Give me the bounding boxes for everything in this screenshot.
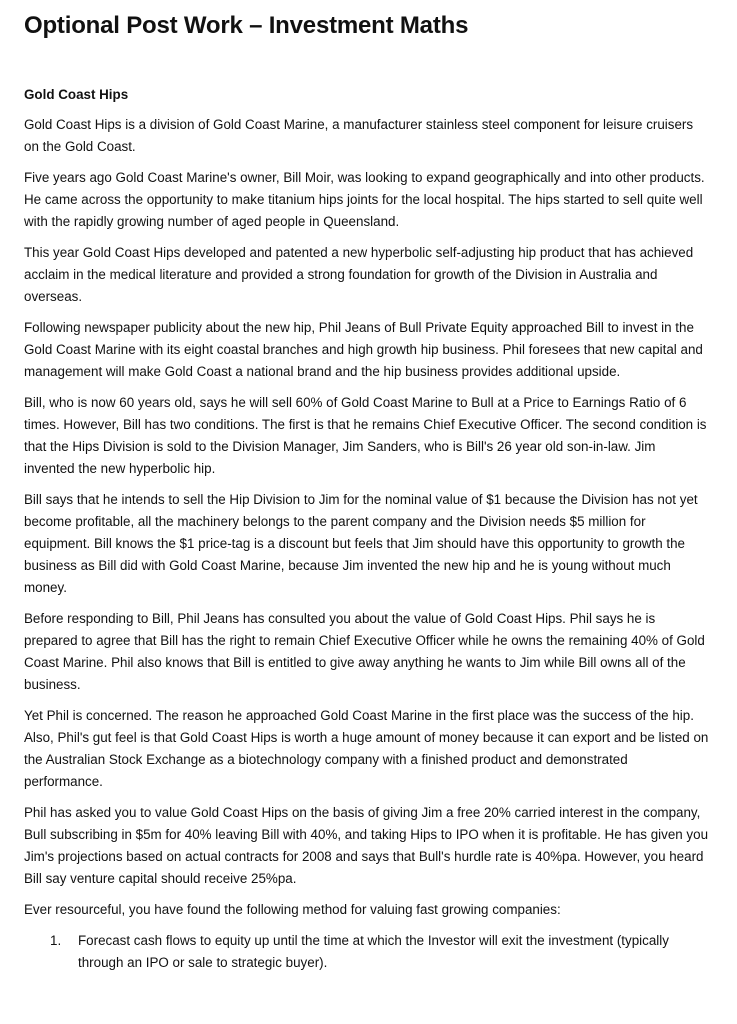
paragraph-history: Five years ago Gold Coast Marine's owner, Bill Moir, was looking to expand geographically and into other products. He came across the opportunity to make titanium hips joints for the local hospital. The hips started to sell quite well with the rapidly growing number of aged people in Queensland.	[24, 170, 705, 229]
paragraph-nominal-value: Bill says that he intends to sell the Hip Division to Jim for the nominal value of $1 because the Division has not yet become profitable, all the machinery belongs to the parent company and the Division needs $5 million for equipment. Bill knows the $1 price-tag is a discount but feels that Jim should have this opportunity to growth the business as Bill did with Gold Coast Marine, because Jim invented the new hip and he is young without much money.	[24, 492, 698, 595]
list-item	[24, 930, 709, 974]
paragraph-concern: Yet Phil is concerned. The reason he approached Gold Coast Marine in the first place was the success of the hip. Also, Phil's gut feel is that Gold Coast Hips is worth a huge amount of money because it can export and be listed on the Australian Stock Exchange as a biotechnology company with a finished product and demonstrated performance.	[24, 708, 709, 789]
paragraph-intro: Gold Coast Hips is a division of Gold Coast Marine, a manufacturer stainless steel component for leisure cruisers on the Gold Coast.	[24, 117, 694, 154]
document-title: Optional Post Work – Investment Maths	[24, 12, 469, 39]
paragraph-sale-conditions: Bill, who is now 60 years old, says he will sell 60% of Gold Coast Marine to Bull at a Price to Earnings Ratio of 6 times. However, Bill has two conditions. The first is that he remains Chief Executive Officer. The second condition is that the Hips Division is sold to the Division Manager, Jim Sanders, who is Bill's 26 year old son-in-law. Jim invented the new hyperbolic hip.	[24, 395, 707, 476]
list-item-text: Forecast cash flows to equity up until the time at which the Investor will exit the investment (typically through an IPO or sale to strategic buyer).	[78, 933, 669, 970]
list-item-number: 1.	[50, 933, 62, 948]
method-steps-list	[24, 930, 709, 974]
paragraph-investor-approach: Following newspaper publicity about the new hip, Phil Jeans of Bull Private Equity approached Bill to invest in the Gold Coast Marine with its eight coastal branches and high growth hip business. Phil foresees that new capital and management will make Gold Coast a national brand and the hip business provides additional upside.	[24, 320, 703, 379]
paragraph-method-intro: Ever resourceful, you have found the following method for valuing fast growing companies:	[24, 902, 561, 917]
section-heading: Gold Coast Hips	[24, 87, 129, 102]
paragraph-new-product: This year Gold Coast Hips developed and patented a new hyperbolic self-adjusting hip product that has achieved acclaim in the medical literature and provided a strong foundation for growth of the Division in Australia and overseas.	[24, 245, 694, 304]
paragraph-consultation: Before responding to Bill, Phil Jeans has consulted you about the value of Gold Coast Hips. Phil says he is prepared to agree that Bill has the right to remain Chief Executive Officer while he owns the remaining 40% of Gold Coast Marine. Phil also knows that Bill is entitled to give away anything he wants to Jim while Bill owns all of the business.	[24, 611, 705, 692]
document-page	[24, 10, 709, 974]
paragraph-valuation-request: Phil has asked you to value Gold Coast Hips on the basis of giving Jim a free 20% carried interest in the company, Bull subscribing in $5m for 40% leaving Bill with 40%, and taking Hips to IPO when it is profitable. He has given you Jim's projections based on actual contracts for 2008 and says that Bull's hurdle rate is 40%pa. However, you heard Bill say venture capital should receive 25%pa.	[24, 805, 709, 886]
